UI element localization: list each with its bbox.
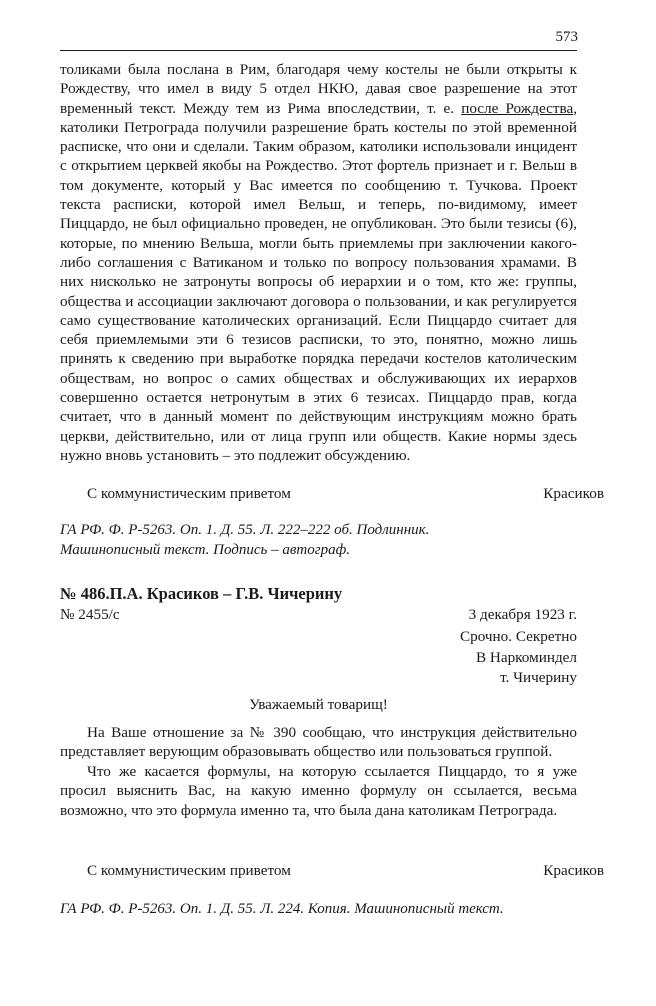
addressee-line: т. Чичерину xyxy=(500,669,577,686)
page-number: 573 xyxy=(555,29,578,45)
signature-name: Красиков xyxy=(543,485,604,502)
reference-number: № 2455/с xyxy=(60,606,120,623)
underlined-phrase: после Рождества xyxy=(461,99,574,117)
document-title: № 486.П.А. Красиков – Г.В. Чичерину xyxy=(60,584,343,603)
salutation: Уважаемый товарищ! xyxy=(249,695,388,713)
closing-row-1 xyxy=(60,484,604,503)
continued-paragraph xyxy=(60,60,577,465)
closing-phrase: С коммунистическим приветом xyxy=(87,862,291,879)
paragraph-text-part-2: , католики Петрограда получили разрешение брать костелы по этой временной расписке, что они и сделали. Таким образом, католики использовали инцидент с открытием церквей якобы на Рождество. Этот фортель признает и г. Вельш в том документе, который у Вас имеется по сообщению т. Тучкова. Проект текста расписки, которой имел Вельш, и теперь, по-видимому, имеет Пиццардо, не был официально проведен, не опубликован. Это были тезисы (6), которые, по мнению Вельша, могли быть приемлемы при заключении какого-либо соглашения с Ватиканом и только по вопросу пользования храмами. В них нисколько не затронуты вопросы об иерархии и о том, кто же: группы, общества и ассоциации заключают договора о пользовании, и как регулируется само существование католических организаций. Если Пиццардо считает для себя приемлемыми эти 6 тезисов расписки, то это, понятно, можно лишь принять к сведению при выработке порядка передачи костелов католическим обществам, но вопрос о самих обществах и обслуживающих их иерархов совершенно остается нетронутым в этих 6 тезисах. Пиццардо прав, когда считает, что в данный момент по действующим инструкциям можно брать церкви, действительно, или от лица групп или обществ. Какие нормы здесь нужно вновь установить – это подлежит обсуждению. xyxy=(60,99,577,464)
addressee-line: В Наркоминдел xyxy=(475,648,577,666)
continued-letter xyxy=(60,60,577,465)
source-line: ГА РФ. Ф. Р-5263. Оп. 1. Д. 55. Л. 222–222 об. Подлинник. xyxy=(60,522,430,538)
document-date: 3 декабря 1923 г. xyxy=(468,606,577,623)
closing-row-2 xyxy=(60,861,604,880)
source-line: Машинописный текст. Подпись – автограф. xyxy=(60,542,350,558)
body-paragraph: Что же касается формулы, на которую ссылается Пиццардо, то я уже просил выяснить Вас, на какую именно формулу он ссылается, весьма возможно, что это формула именно та, что была дана католикам Петрограда. xyxy=(60,763,577,819)
closing-phrase: С коммунистическим приветом xyxy=(87,485,291,502)
addressee-block xyxy=(60,627,577,689)
signature-name: Красиков xyxy=(543,862,604,879)
paragraph-text-part-1: толиками была послана в Рим, благодаря чему костелы не были открыты к Рождеству, что имел в виду 5 отдел НКЮ, давая свое разрешение на этот временный текст. Между тем из Рима впоследствии, т. е. xyxy=(60,61,577,117)
header-rule xyxy=(60,50,577,51)
addressee-line: Срочно. Секретно xyxy=(459,628,577,645)
document-486 xyxy=(60,584,577,820)
document-meta-row xyxy=(60,605,577,624)
archive-source-2 xyxy=(60,899,577,919)
body-paragraph: На Ваше отношение за № 390 сообщаю, что инструкция действительно представляет верующим образовывать общество или пользоваться группой. xyxy=(60,723,577,760)
archive-source-1 xyxy=(60,520,577,560)
source-line: ГА РФ. Ф. Р-5263. Оп. 1. Д. 55. Л. 224. Копия. Машинописный текст. xyxy=(60,901,504,917)
